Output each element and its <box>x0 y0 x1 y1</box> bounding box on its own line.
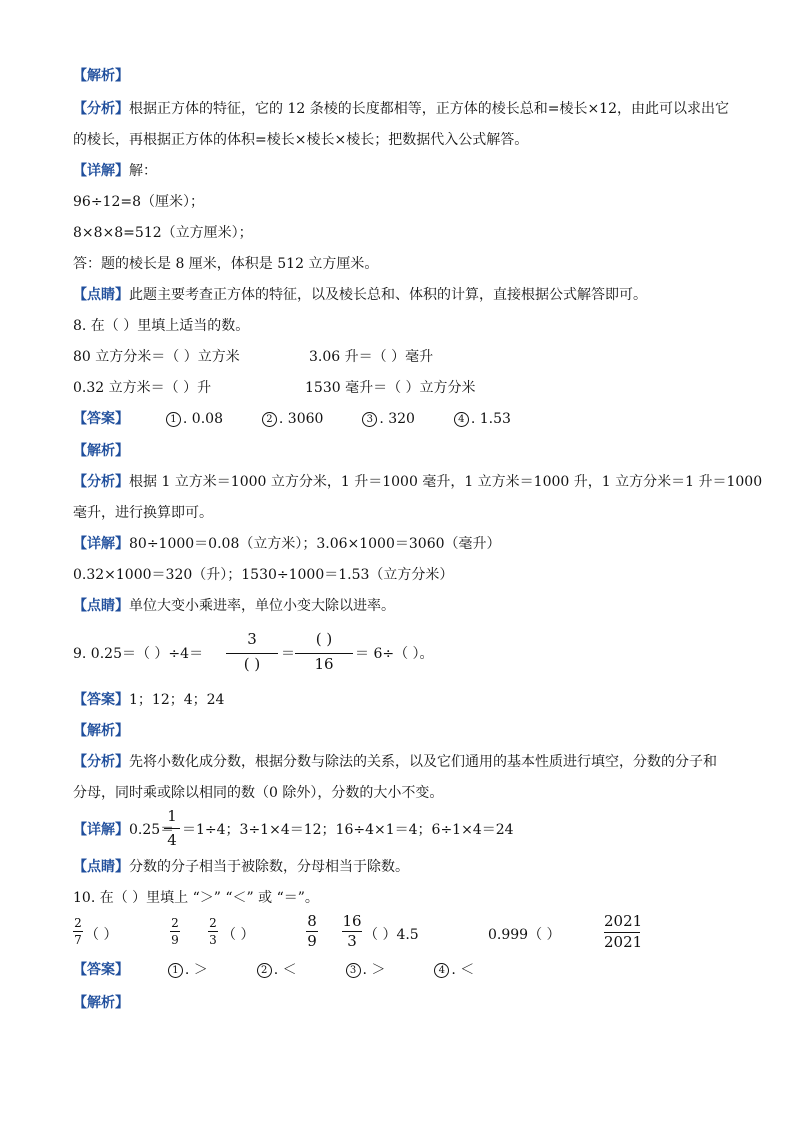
q9-equals: ＝ <box>281 646 295 662</box>
answer-3: 3 . ＞ <box>346 962 386 978</box>
q10-analysis-heading: 【解析】 <box>73 995 129 1011</box>
q10-fraction-8-9: 8 9 <box>307 912 317 950</box>
q8-item-3: 0.32 立方米＝（ ）升 <box>73 380 212 396</box>
q9-analysis-line-2: 分母，同时乘或除以相同的数（0 除外），分数的大小不变。 <box>73 785 444 801</box>
answer-1: 1 . ＞ <box>168 962 208 978</box>
answer-2: 2 . ＜ <box>257 962 297 978</box>
answer-2: 2 . 3060 <box>262 411 324 427</box>
q10-fraction-16-3: 16 3 <box>342 912 362 950</box>
answer-1: 1 . 0.08 <box>166 411 223 427</box>
q8-item-1: 80 立方分米＝（ ）立方米 <box>73 349 240 365</box>
q9-tail: ＝ 6÷（ ）。 <box>355 646 434 662</box>
q9-key-point: 【点睛】分数的分子相当于被除数，分母相当于除数。 <box>73 859 409 875</box>
q7-detail-line: 【详解】解： <box>73 163 157 179</box>
q8-item-4: 1530 毫升＝（ ）立方分米 <box>305 380 476 396</box>
q10-fraction-2-7: 2 7 <box>74 916 82 947</box>
q8-detail-line-2: 0.32×1000＝320（升）；1530÷1000＝1.53（立方分米） <box>73 567 454 583</box>
q8-item-2: 3.06 升＝（ ）毫升 <box>309 349 434 365</box>
q7-analysis-line-1: 【分析】根据正方体的特征，它的 12 条棱的长度都相等，正方体的棱长总和=棱长×12，由此可以求出它 <box>73 101 729 117</box>
q9-lead: 9. 0.25＝（ ）÷4＝ <box>73 646 204 662</box>
q8-key-point: 【点睛】单位大变小乘进率，单位小变大除以进率。 <box>73 598 395 614</box>
q9-analysis-heading: 【解析】 <box>73 723 129 739</box>
q10-blank-4: 0.999（ ） <box>488 927 561 943</box>
q9-fraction-1: 3 ( ) <box>226 628 278 676</box>
q8-title: 8. 在（ ）里填上适当的数。 <box>73 318 250 334</box>
q8-analysis-line-1: 【分析】根据 1 立方米＝1000 立方分米，1 升＝1000 毫升，1 立方米＝1000 升，1 立方分米＝1 升＝1000 <box>73 474 763 490</box>
q7-analysis-line-2: 的棱长，再根据正方体的体积=棱长×棱长×棱长；把数据代入公式解答。 <box>73 132 529 148</box>
q7-step-1: 96÷12=8（厘米）； <box>73 194 204 210</box>
answer-4: 4 . ＜ <box>434 962 474 978</box>
q9-detail-rest: ＝1÷4；3÷1×4＝12；16÷4×1＝4；6÷1×4＝24 <box>182 822 514 838</box>
q9-detail-lead: 【详解】0.25＝ <box>73 822 175 838</box>
q8-detail-line-1: 【详解】80÷1000＝0.08（立方米）；3.06×1000＝3060（毫升） <box>73 536 501 552</box>
q10-fraction-2-9: 2 9 <box>171 916 179 947</box>
q9-fraction-2: ( ) 16 <box>295 628 353 676</box>
q10-fraction-2-3: 2 3 <box>209 916 217 947</box>
q10-blank-2: （ ） <box>222 927 255 943</box>
analysis-heading: 【解析】 <box>73 68 129 84</box>
q7-step-2: 8×8×8=512（立方厘米）； <box>73 225 253 241</box>
q9-detail-fraction: 1 4 <box>164 805 180 851</box>
q10-title: 10. 在（ ）里填上 “＞” “＜” 或 “＝”。 <box>73 890 319 906</box>
q8-analysis-line-2: 毫升，进行换算即可。 <box>73 505 213 521</box>
q10-blank-1: （ ） <box>85 927 118 943</box>
answer-3: 3 . 320 <box>362 411 415 427</box>
q8-analysis-heading: 【解析】 <box>73 443 129 459</box>
answer-4: 4 . 1.53 <box>454 411 511 427</box>
q7-key-point: 【点睛】此题主要考查正方体的特征，以及棱长总和、体积的计算，直接根据公式解答即可。 <box>73 287 647 303</box>
q9-answer-line: 【答案】1；12；4；24 <box>73 692 225 708</box>
q10-answer-line: 【答案】 1 . ＞ 2 . ＜ 3 . ＞ 4 . ＜ <box>73 962 475 978</box>
q7-answer: 答：题的棱长是 8 厘米，体积是 512 立方厘米。 <box>73 256 379 272</box>
q9-analysis-line-1: 【分析】先将小数化成分数，根据分数与除法的关系，以及它们通用的基本性质进行填空，分数的分子和 <box>73 754 717 770</box>
q10-fraction-2021-2021: 2021 2021 <box>604 912 643 951</box>
q10-blank-3: （ ）4.5 <box>364 927 419 943</box>
q8-answer-line: 【答案】 1 . 0.08 2 . 3060 3 . 320 4 . 1.53 <box>73 411 511 427</box>
